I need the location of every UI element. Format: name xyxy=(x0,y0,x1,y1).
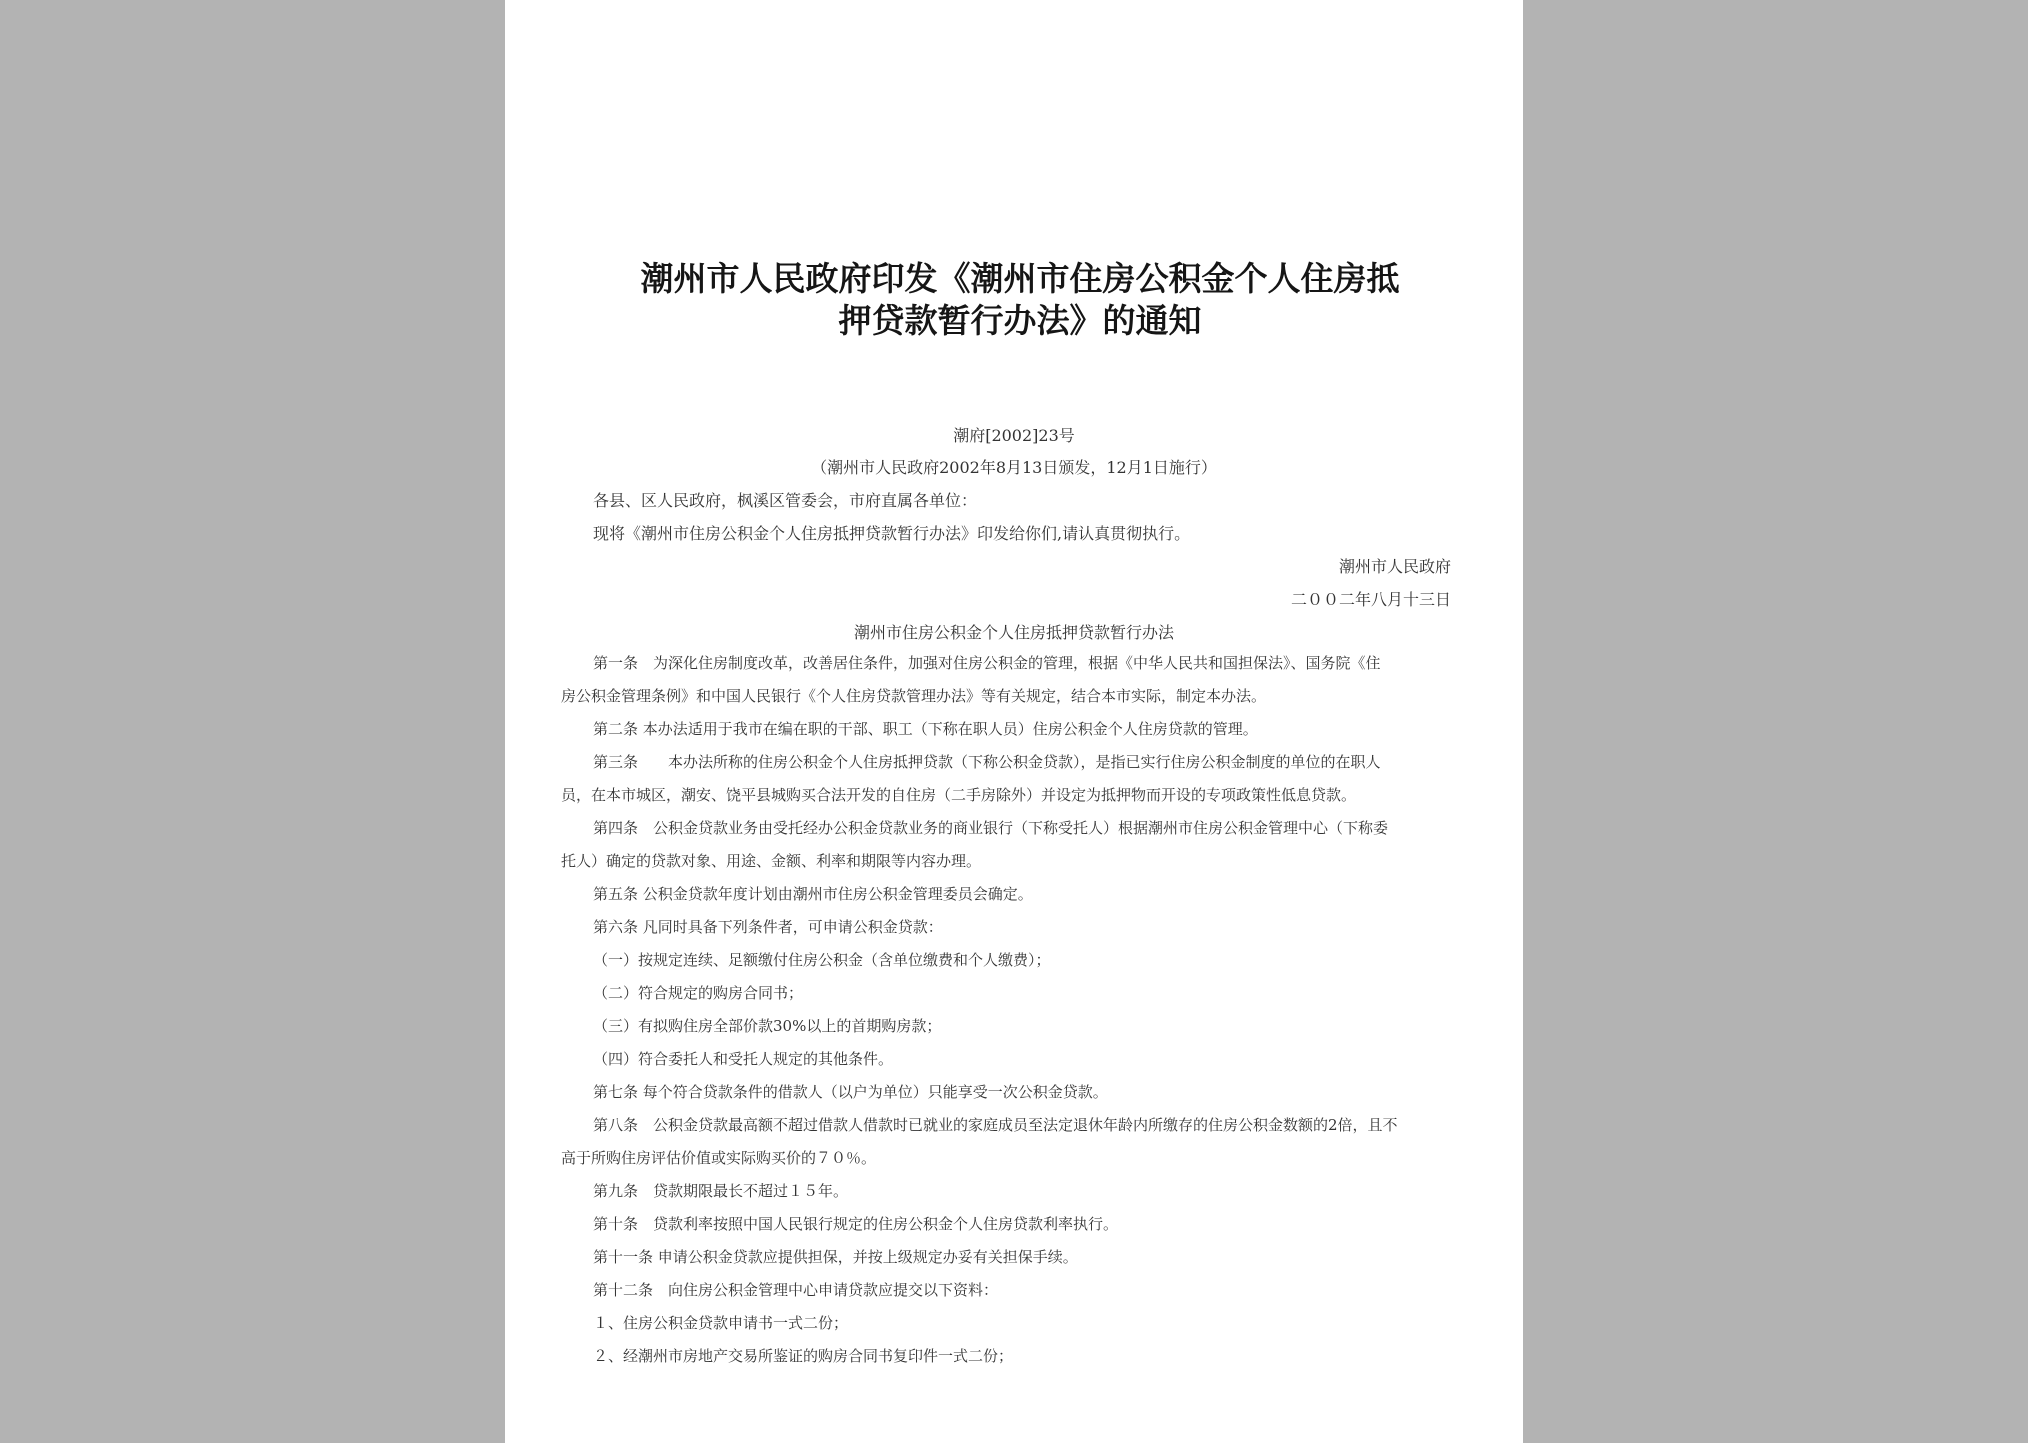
issue-note: （潮州市人民政府2002年8月13日颁发，12月1日施行） xyxy=(811,458,1217,477)
body-line: 第七条 每个符合贷款条件的借款人（以户为单位）只能享受一次公积金贷款。 xyxy=(593,1083,1108,1101)
body-line: ２、经潮州市房地产交易所鉴证的购房合同书复印件一式二份； xyxy=(593,1347,1014,1365)
body-line: 高于所购住房评估价值或实际购买价的７０％。 xyxy=(561,1149,877,1167)
body-line: 第四条 公积金贷款业务由受托经办公积金贷款业务的商业银行（下称受托人）根据潮州市住房公积金管理中心（下称委 xyxy=(593,819,1389,837)
body-line: 第九条 贷款期限最长不超过１５年。 xyxy=(593,1182,849,1200)
body-line: （一）按规定连续、足额缴付住房公积金（含单位缴费和个人缴费）； xyxy=(593,951,1051,969)
measures-title: 潮州市住房公积金个人住房抵押贷款暂行办法 xyxy=(853,623,1174,642)
body-line: （三）有拟购住房全部价款30%以上的首期购房款； xyxy=(593,1017,942,1035)
sign-date: 二００二年八月十三日 xyxy=(1290,590,1451,609)
body-line: 第六条 凡同时具备下列条件者，可申请公积金贷款： xyxy=(593,918,943,936)
title-line-2: 押贷款暂行办法》的通知 xyxy=(838,301,1202,340)
title-line-1: 潮州市人民政府印发《潮州市住房公积金个人住房抵 xyxy=(640,259,1400,298)
body-line: 第十条 贷款利率按照中国人民银行规定的住房公积金个人住房贷款利率执行。 xyxy=(593,1215,1119,1233)
intro-paragraph: 现将《潮州市住房公积金个人住房抵押贷款暂行办法》印发给你们,请认真贯彻执行。 xyxy=(593,524,1191,543)
body-line: 第五条 公积金贷款年度计划由潮州市住房公积金管理委员会确定。 xyxy=(593,885,1033,903)
body-line: 第二条 本办法适用于我市在编在职的干部、职工（下称在职人员）住房公积金个人住房贷款的管理。 xyxy=(593,720,1258,738)
body-line: 第十二条 向住房公积金管理中心申请贷款应提交以下资料： xyxy=(593,1281,999,1299)
body-line: 托人）确定的贷款对象、用途、金额、利率和期限等内容办理。 xyxy=(561,852,982,870)
recipients-line: 各县、区人民政府，枫溪区管委会，市府直属各单位： xyxy=(593,491,978,510)
body-line: １、住房公积金贷款申请书一式二份； xyxy=(593,1314,849,1332)
doc-number: 潮府[2002]23号 xyxy=(953,426,1075,445)
body-line: 第一条 为深化住房制度改革，改善居住条件，加强对住房公积金的管理，根据《中华人民共和国担保法》、国务院《住 xyxy=(593,654,1381,672)
body-line: 第十一条 申请公积金贷款应提供担保，并按上级规定办妥有关担保手续。 xyxy=(593,1248,1078,1266)
body-line: （四）符合委托人和受托人规定的其他条件。 xyxy=(593,1050,894,1068)
signer: 潮州市人民政府 xyxy=(1338,557,1451,576)
body-line: 员，在本市城区，潮安、饶平县城购买合法开发的自住房（二手房除外）并设定为抵押物而开设的专项政策性低息贷款。 xyxy=(561,786,1357,804)
body-line: 房公积金管理条例》和中国人民银行《个人住房贷款管理办法》等有关规定，结合本市实际，制定本办法。 xyxy=(561,687,1267,705)
document-title xyxy=(595,258,1445,342)
body-line: （二）符合规定的购房合同书； xyxy=(593,984,804,1002)
body-line: 第三条 本办法所称的住房公积金个人住房抵押贷款（下称公积金贷款），是指已实行住房公积金制度的单位的在职人 xyxy=(593,753,1381,771)
body-line: 第八条 公积金贷款最高额不超过借款人借款时已就业的家庭成员至法定退休年龄内所缴存的住房公积金数额的2倍，且不 xyxy=(593,1116,1398,1134)
document-page xyxy=(505,0,1523,1443)
